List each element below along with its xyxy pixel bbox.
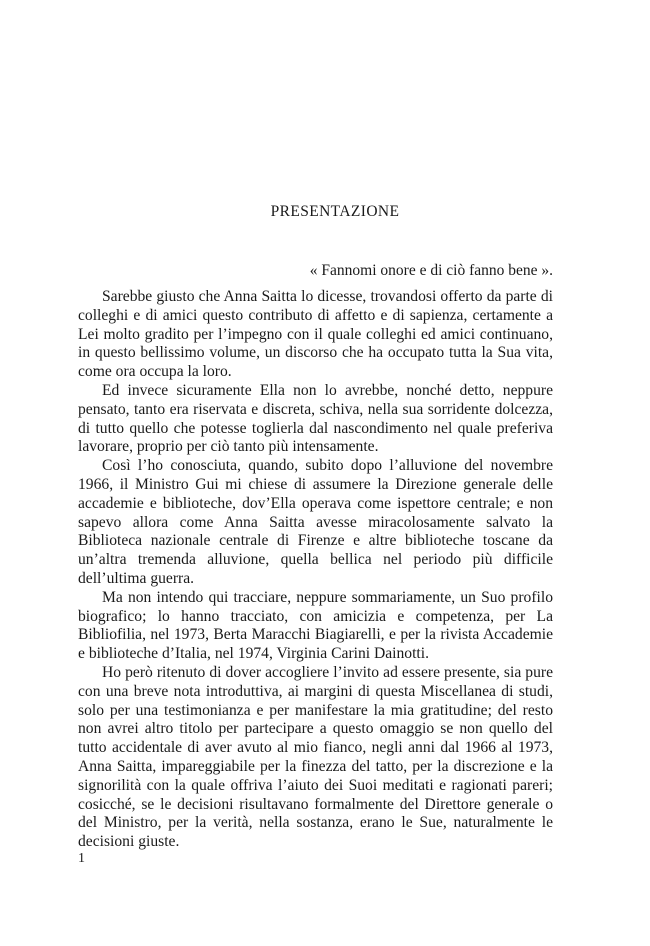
epigraph-quote: « Fannomi onore e di ciò fanno bene ». <box>309 262 553 279</box>
paragraph: Ho però ritenuto di dover accogliere l’invito ad essere presente, sia pure con una breve nota introduttiva, ai margini di questa Miscellanea di studi, solo per una testimonianza e per manifestare la mia gratitudine; del resto non avrei altro titolo per partecipare a questo omaggio se non quello del tutto accidentale di aver avuto al mio fianco, negli anni dal 1966 al 1973, Anna Saitta, impareggiabile per la finezza del tatto, per la discrezione e la signorilità con la quale offriva l’aiuto dei Suoi meditati e ragionati pareri; cosicché, se le decisioni risultavano formalmente del Direttore generale o del Ministro, per la verità, nella sostanza, erano le Sue, naturalmente le decisioni giuste. <box>78 663 553 851</box>
page-number: 1 <box>78 851 85 866</box>
page-title: PRESENTAZIONE <box>270 203 400 220</box>
paragraph: Così l’ho conosciuta, quando, subito dopo l’alluvione del novembre 1966, il Ministro Gui mi chiese di assumere la Direzione generale delle accademie e biblioteche, dov’Ella operava come ispettore centrale; e non sapevo allora come Anna Saitta avesse miracolosamente salvato la Biblioteca nazionale centrale di Firenze e altre biblioteche toscane da un’altra tremenda alluvione, quella bellica nel periodo più difficile dell’ultima guerra. <box>78 457 553 587</box>
paragraph: Sarebbe giusto che Anna Saitta lo dicesse, trovandosi offerto da parte di colleghi e di amici questo contributo di affetto e di sapienza, certamente a Lei molto gradito per l’impegno con il quale colleghi ed amici continuano, in questo bellissimo volume, un discorso che ha occupato tutta la Sua vita, come ora occupa la loro. <box>78 288 553 381</box>
paragraph: Ma non intendo qui tracciare, neppure sommariamente, un Suo profilo biografico; lo hanno tracciato, con amicizia e competenza, per La Bibliofilia, nel 1973, Berta Maracchi Biagiarelli, e per la rivista Accademie e biblioteche d’Italia, nel 1974, Virginia Carini Dainotti. <box>78 588 553 663</box>
paragraph: Ed invece sicuramente Ella non lo avrebbe, nonché detto, neppure pensato, tanto era riservata e discreta, schiva, nella sua sorridente dolcezza, di tutto quello che potesse toglierla dal nascondimento nel quale preferiva lavorare, proprio per ciò tanto più intensamente. <box>78 381 553 456</box>
body-text <box>78 288 553 852</box>
